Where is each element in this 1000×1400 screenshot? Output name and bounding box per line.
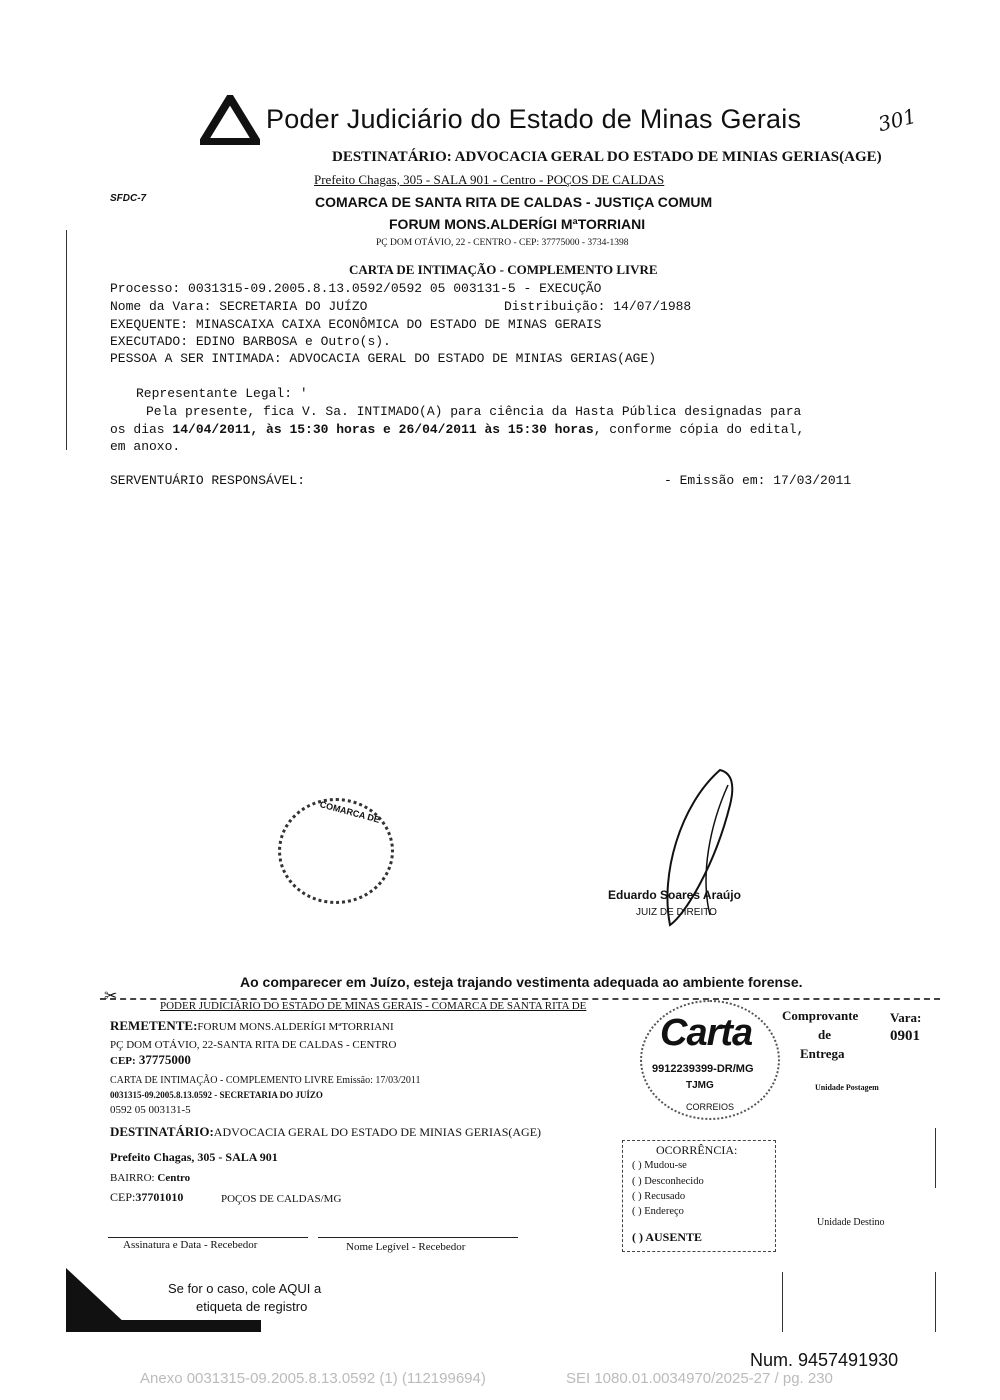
exequente-line: EXEQUENTE: MINASCAIXA CAIXA ECONÔMICA DO ESTADO DE MINAS GERAIS [110, 317, 602, 332]
comprovante-label: Comprovante [782, 1008, 859, 1023]
comarca-title: COMARCA DE SANTA RITA DE CALDAS - JUSTIÇA COMUM [315, 194, 713, 210]
carta-stamp-correios: CORREIOS [686, 1102, 735, 1112]
cep2-label: CEP: [110, 1190, 136, 1204]
carta-stamp-word: Carta [660, 1012, 753, 1054]
left-margin-line [66, 230, 67, 450]
forum-address: PÇ DOM OTÁVIO, 22 - CENTRO - CEP: 37775000 - 3734-1398 [376, 238, 629, 248]
executado-line: EXECUTADO: EDINO BARBOSA e Outro(s). [110, 334, 391, 349]
bairro-value: Centro [157, 1172, 191, 1184]
serventuario-label: SERVENTUÁRIO RESPONSÁVEL: [110, 473, 306, 488]
corner-bar [66, 1320, 261, 1332]
bairro-label: BAIRRO: [110, 1172, 155, 1184]
ocorrencia-option[interactable]: ( ) Mudou-se [632, 1160, 687, 1171]
receipt-process-number: 0592 05 003131-5 [110, 1104, 191, 1116]
right-border-line [935, 1128, 936, 1188]
corner-mark [66, 1268, 126, 1324]
ocorrencia-option[interactable]: ( ) Desconhecido [632, 1176, 704, 1187]
unidade-postagem: Unidade Postagem [815, 1083, 879, 1092]
body-line-2 [110, 422, 804, 437]
unidade-destino: Unidade Destino [817, 1217, 885, 1228]
body-line-3: em anoxo. [110, 439, 181, 454]
cep2-value: 37701010 [135, 1190, 184, 1204]
destinatario-header: DESTINATÁRIO: ADVOCACIA GERAL DO ESTADO DE MINIAS GERIAS(AGE) [332, 149, 882, 165]
distribuicao-line: Distribuição: 14/07/1988 [504, 299, 692, 314]
registro-line-2: etiqueta de registro [196, 1299, 308, 1314]
receipt-destinatario-row [110, 1124, 541, 1140]
ocorrencia-option[interactable]: ( ) Endereço [632, 1206, 684, 1217]
processo-line: Processo: 0031315-09.2005.8.13.0592/0592 05 003131-5 - EXECUÇÃO [110, 281, 602, 296]
judge-title: JUIZ DE DIREITO [636, 907, 717, 918]
remetente-label: REMETENTE: [110, 1018, 198, 1033]
remetente-row [110, 1018, 394, 1034]
judge-name: Eduardo Soares Araújo [608, 888, 741, 902]
receipt-dest-address: Prefeito Chagas, 305 - SALA 901 [110, 1150, 278, 1164]
bairro-row [110, 1172, 190, 1184]
receipt-carta-line: CARTA DE INTIMAÇÃO - COMPLEMENTO LIVRE Emissão: 17/03/2011 [110, 1075, 421, 1086]
vara-line: Nome da Vara: SECRETARIA DO JUÍZO [110, 299, 368, 314]
ocorrencia-option[interactable]: ( ) Recusado [632, 1191, 686, 1202]
org-title: Poder Judiciário do Estado de Minas Gerais [266, 104, 802, 134]
signature-label: Assinatura e Data - Recebedor [123, 1239, 258, 1251]
name-line [318, 1237, 518, 1238]
hearing-dates: 14/04/2011, às 15:30 horas e 26/04/2011 às 15:30 horas [172, 422, 594, 437]
right-border-line-2 [935, 1272, 936, 1332]
court-seal-stamp [278, 798, 394, 904]
scissors-icon: ✂ [104, 988, 118, 1005]
remetente-address: PÇ DOM OTÁVIO, 22-SANTA RITA DE CALDAS - CENTRO [110, 1039, 397, 1051]
dest-value: ADVOCACIA GERAL DO ESTADO DE MINIAS GERIAS(AGE) [213, 1125, 542, 1139]
comprovante-de: de [818, 1027, 831, 1042]
receipt-top-line: PODER JUDICIÁRIO DO ESTADO DE MINAS GERAIS - COMARCA DE SANTA RITA DE [160, 1000, 587, 1012]
body-line-2-post: , conforme cópia do edital, [593, 422, 805, 437]
registro-line-1: Se for o caso, cole AQUI a [168, 1281, 322, 1296]
vara-value: 0901 [890, 1028, 920, 1044]
ocorrencia-title: OCORRÊNCIA: [656, 1143, 738, 1157]
tjmg-logo-icon [200, 95, 260, 150]
body-line-1: Pela presente, fica V. Sa. INTIMADO(A) para ciência da Hasta Pública designadas para [146, 404, 802, 419]
cep2-row [110, 1190, 183, 1205]
ocorrencia-ausente[interactable]: ( ) AUSENTE [632, 1230, 703, 1244]
dest-label: DESTINATÁRIO: [110, 1124, 214, 1139]
form-code: SFDC-7 [110, 193, 147, 204]
footer-anexo: Anexo 0031315-09.2005.8.13.0592 (1) (112199694) [140, 1370, 486, 1387]
name-label: Nome Legível - Recebedor [346, 1241, 466, 1253]
cep-value: 37775000 [138, 1052, 191, 1067]
pessoa-intimada-line: PESSOA A SER INTIMADA: ADVOCACIA GERAL DO ESTADO DE MINIAS GERIAS(AGE) [110, 351, 657, 366]
forum-title: FORUM MONS.ALDERÍGI MªTORRIANI [389, 216, 646, 232]
destinatario-address: Prefeito Chagas, 305 - SALA 901 - Centro - POÇOS DE CALDAS [314, 172, 665, 187]
vara-label: Vara: [890, 1010, 922, 1025]
remetente-value: FORUM MONS.ALDERÍGI MªTORRIANI [197, 1021, 394, 1033]
document-num: Num. 9457491930 [750, 1350, 899, 1370]
cep-label: CEP: [110, 1055, 136, 1067]
handwritten-page-number: 301 [875, 103, 919, 137]
body-line-2-pre: os dias [110, 422, 173, 437]
comprovante-entrega: Entrega [800, 1046, 845, 1061]
emissao-date: - Emissão em: 17/03/2011 [664, 473, 852, 488]
right-inner-line [782, 1272, 783, 1332]
court-seal-text: COMARCA DE [318, 799, 381, 825]
cep-row [110, 1052, 191, 1068]
dress-code-notice: Ao comparecer em Juízo, esteja trajando vestimenta adequada ao ambiente forense. [240, 974, 803, 990]
carta-stamp-tjmg: TJMG [686, 1080, 714, 1091]
representante-line: Representante Legal: ' [136, 386, 308, 401]
document-title: CARTA DE INTIMAÇÃO - COMPLEMENTO LIVRE [349, 262, 658, 277]
signature-line [108, 1237, 308, 1238]
carta-stamp-code: 9912239399-DR/MG [652, 1063, 754, 1075]
receipt-process-line: 0031315-09.2005.8.13.0592 - SECRETARIA DO JUÍZO [110, 1090, 323, 1100]
receipt-city: POÇOS DE CALDAS/MG [221, 1193, 342, 1205]
footer-sei: SEI 1080.01.0034970/2025-27 / pg. 230 [566, 1370, 833, 1387]
